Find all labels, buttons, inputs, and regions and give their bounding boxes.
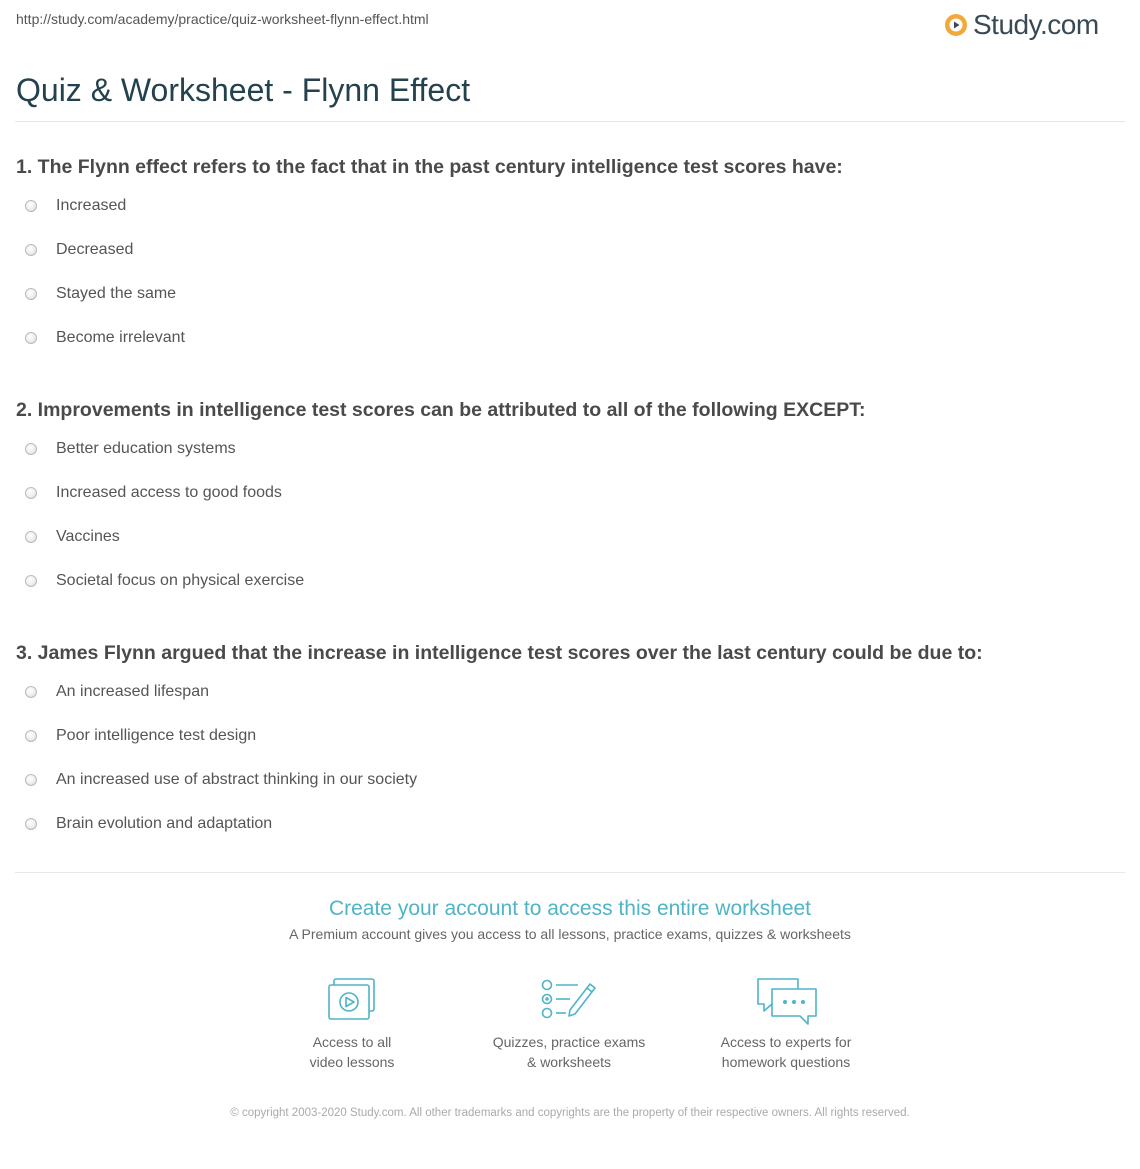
video-lessons-icon <box>326 976 378 1022</box>
answer-label: Societal focus on physical exercise <box>56 572 305 589</box>
feature-quizzes <box>469 976 669 1072</box>
quiz-checklist-icon <box>540 976 598 1022</box>
answer-label: Brain evolution and adaptation <box>56 815 273 832</box>
answer-label: Increased access to good foods <box>56 484 282 501</box>
radio-button[interactable] <box>25 575 37 587</box>
answer-label: Better education systems <box>56 440 236 457</box>
radio-button[interactable] <box>25 443 37 455</box>
answer-option[interactable] <box>16 438 1126 482</box>
divider <box>15 872 1125 873</box>
answer-label: Vaccines <box>56 528 120 545</box>
answer-options <box>16 438 1126 614</box>
answer-option[interactable] <box>16 283 1126 327</box>
answer-label: An increased lifespan <box>56 683 209 700</box>
divider <box>15 121 1125 122</box>
top-bar <box>0 0 1140 50</box>
answer-option[interactable] <box>16 813 1126 857</box>
question-2 <box>16 395 1126 614</box>
answer-option[interactable] <box>16 570 1126 614</box>
radio-button[interactable] <box>25 200 37 212</box>
feature-video-lessons <box>252 976 452 1072</box>
radio-button[interactable] <box>25 531 37 543</box>
create-account-link[interactable]: Create your account to access this entire worksheet <box>328 897 812 920</box>
feature-label: Access to all video lessons <box>309 1034 395 1070</box>
answer-label: Decreased <box>56 241 134 258</box>
answer-option[interactable] <box>16 725 1126 769</box>
question-text: 1. The Flynn effect refers to the fact that in the past century intelligence test scores have: <box>16 156 843 178</box>
answer-label: Poor intelligence test design <box>56 727 257 744</box>
feature-label: Access to experts for homework questions <box>720 1034 852 1070</box>
radio-button[interactable] <box>25 818 37 830</box>
copyright-text: © copyright 2003-2020 Study.com. All other trademarks and copyrights are the property of their respective owners. All rights reserved. <box>230 1107 910 1119</box>
feature-experts <box>686 976 886 1072</box>
quiz-questions <box>16 152 1126 881</box>
answer-label: Stayed the same <box>56 285 177 302</box>
radio-button[interactable] <box>25 288 37 300</box>
radio-button[interactable] <box>25 686 37 698</box>
answer-option[interactable] <box>16 526 1126 570</box>
radio-button[interactable] <box>25 487 37 499</box>
question-text: 3. James Flynn argued that the increase in intelligence test scores over the last century could be due to: <box>16 642 983 664</box>
answer-option[interactable] <box>16 769 1126 813</box>
page-title: Quiz & Worksheet - Flynn Effect <box>16 72 471 108</box>
answer-label: Increased <box>56 197 127 214</box>
answer-options <box>16 681 1126 857</box>
page-url: http://study.com/academy/practice/quiz-worksheet-flynn-effect.html <box>16 11 429 27</box>
premium-features <box>0 976 1140 1076</box>
answer-label: Become irrelevant <box>56 329 185 346</box>
study-logo[interactable] <box>944 8 1099 42</box>
radio-button[interactable] <box>25 332 37 344</box>
radio-button[interactable] <box>25 244 37 256</box>
chat-bubbles-icon <box>754 976 818 1028</box>
answer-option[interactable] <box>16 681 1126 725</box>
radio-button[interactable] <box>25 730 37 742</box>
answer-option[interactable] <box>16 327 1126 371</box>
answer-option[interactable] <box>16 195 1126 239</box>
answer-label: An increased use of abstract thinking in our society <box>56 771 418 788</box>
play-circle-icon <box>944 13 968 37</box>
answer-option[interactable] <box>16 239 1126 283</box>
logo-text: Study.com <box>973 9 1099 40</box>
question-text: 2. Improvements in intelligence test scores can be attributed to all of the following EXCEPT: <box>16 399 866 421</box>
question-3 <box>16 638 1126 857</box>
signup-cta <box>0 895 1140 942</box>
answer-options <box>16 195 1126 371</box>
answer-option[interactable] <box>16 482 1126 526</box>
question-1 <box>16 152 1126 371</box>
cta-subtitle: A Premium account gives you access to all lessons, practice exams, quizzes & worksheets <box>289 926 851 942</box>
feature-label: Quizzes, practice exams & worksheets <box>492 1034 646 1070</box>
radio-button[interactable] <box>25 774 37 786</box>
